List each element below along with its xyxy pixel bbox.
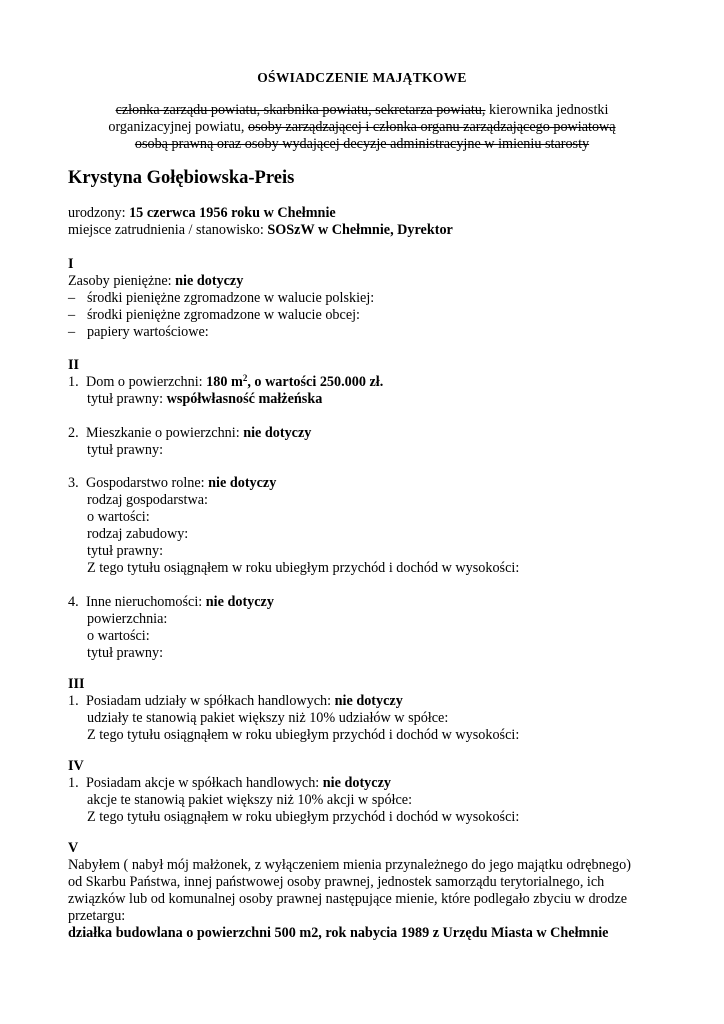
funds-value: nie dotyczy [175, 273, 244, 289]
house-title-line [87, 391, 687, 408]
item-number: 1. [68, 775, 79, 791]
flat-line [68, 425, 668, 442]
subtitle-line-2 [60, 119, 664, 137]
farm-income-line: Z tego tytułu osiągnąłem w roku ubiegłym przychód i dochód w wysokości: [87, 560, 520, 576]
acquired-line-2: od Skarbu Państwa, innej państwowej osoby prawnej, jednostek samorządu terytorialnego, ich [68, 874, 605, 890]
subtitle-line-3 [60, 136, 664, 154]
flat-label: Mieszkanie o powierzchni: [86, 425, 244, 441]
stocks-line [68, 775, 668, 792]
funds-item-label: środki pieniężne zgromadzone w walucie polskiej: [87, 290, 375, 306]
shares-income-line: Z tego tytułu osiągnąłem w roku ubiegłym przychód i dochód w wysokości: [87, 727, 520, 743]
item-number: 1. [68, 693, 79, 709]
employment-value: SOSzW w Chełmnie, Dyrektor [267, 222, 453, 238]
section-heading: V [68, 840, 79, 856]
section-3-heading [68, 676, 668, 693]
subtitle-text: kierownika jednostki [485, 102, 609, 118]
area-superscript: 2 [242, 373, 248, 383]
farm-label: Gospodarstwo rolne: [86, 475, 209, 491]
employment-label: miejsce zatrudnienia / stanowisko: [68, 222, 268, 238]
declarant-name: Krystyna Gołębiowska-Preis [68, 168, 295, 188]
stocks-label: Posiadam akcje w spółkach handlowych: [86, 775, 323, 791]
farm-worth-line: o wartości: [87, 509, 150, 525]
struck-text: członka zarządu powiatu, skarbnika powiatu, sekretarza powiatu, [115, 102, 486, 118]
stocks-value: nie dotyczy [322, 775, 391, 791]
other-property-value: nie dotyczy [205, 594, 274, 610]
house-value: , o wartości 250.000 zł. [247, 374, 384, 390]
section-4-heading [68, 758, 668, 775]
section-1-heading [68, 256, 668, 273]
subtitle-text: organizacyjnej powiatu, [108, 119, 248, 135]
house-area [206, 374, 383, 390]
title-value: współwłasność małżeńska [166, 391, 323, 407]
farm-type-line: rodzaj gospodarstwa: [87, 492, 208, 508]
other-title-line: tytuł prawny: [87, 645, 164, 661]
shares-pct-line: udziały te stanowią pakiet większy niż 10% udziałów w spółce: [87, 710, 449, 726]
section-2-heading [68, 357, 668, 374]
section-heading: IV [68, 758, 84, 774]
struck-text: osoby zarządzającej i członka organu zarządzającego powiatową [247, 119, 616, 135]
house-line [68, 374, 668, 391]
dash-bullet: – [68, 324, 76, 340]
acquired-line-4: przetargu: [68, 908, 126, 924]
stocks-pct-line: akcje te stanowią pakiet większy niż 10% akcji w spółce: [87, 792, 413, 808]
section-heading: I [68, 256, 74, 272]
acquired-line-1: Nabyłem ( nabył mój małżonek, z wyłączeniem mienia przynależnego do jego majątku odrębnego) [68, 857, 631, 873]
flat-value: nie dotyczy [243, 425, 312, 441]
funds-item-2 [68, 307, 668, 324]
flat-title-line: tytuł prawny: [87, 442, 164, 458]
item-number: 1. [68, 374, 79, 390]
born-line [68, 205, 668, 222]
funds-label: Zasoby pieniężne: [68, 273, 176, 289]
acquired-line-3: związków lub od komunalnej osoby prawnej następujące mienie, które podlegało zbyciu w drodze [68, 891, 628, 907]
farm-value: nie dotyczy [208, 475, 277, 491]
subtitle-line-1 [60, 102, 664, 120]
item-number: 4. [68, 594, 79, 610]
item-number: 3. [68, 475, 79, 491]
section-5-heading [68, 840, 668, 857]
section-heading: III [68, 676, 85, 692]
shares-line [68, 693, 668, 710]
stocks-income-line: Z tego tytułu osiągnąłem w roku ubiegłym przychód i dochód w wysokości: [87, 809, 520, 825]
title-label: tytuł prawny: [87, 391, 167, 407]
born-value: 15 czerwca 1956 roku w Chełmnie [129, 205, 336, 221]
shares-label: Posiadam udziały w spółkach handlowych: [86, 693, 335, 709]
funds-item-label: środki pieniężne zgromadzone w walucie obcej: [87, 307, 360, 323]
other-worth-line: o wartości: [87, 628, 150, 644]
farm-line [68, 475, 668, 492]
funds-item-3 [68, 324, 668, 341]
house-area-value: 180 m [206, 374, 243, 390]
farm-title-line: tytuł prawny: [87, 543, 164, 559]
employment-line [68, 222, 668, 239]
struck-text: osobą prawną oraz osoby wydającej decyzje administracyjne w imieniu starosty [134, 136, 590, 152]
other-property-label: Inne nieruchomości: [86, 594, 206, 610]
document-title: OŚWIADCZENIE MAJĄTKOWE [257, 70, 467, 85]
dash-bullet: – [68, 307, 76, 323]
other-area-line: powierzchnia: [87, 611, 168, 627]
other-property-line [68, 594, 668, 611]
funds-item-1 [68, 290, 668, 307]
acquired-value-line [68, 925, 668, 942]
funds-line [68, 273, 668, 290]
born-label: urodzony: [68, 205, 130, 221]
farm-building-line: rodzaj zabudowy: [87, 526, 189, 542]
shares-value: nie dotyczy [334, 693, 403, 709]
dash-bullet: – [68, 290, 76, 306]
acquired-value: działka budowlana o powierzchni 500 m2, rok nabycia 1989 z Urzędu Miasta w Chełmnie [68, 925, 609, 941]
item-number: 2. [68, 425, 79, 441]
funds-item-label: papiery wartościowe: [87, 324, 209, 340]
house-label: Dom o powierzchni: [86, 374, 207, 390]
section-heading: II [68, 357, 80, 373]
